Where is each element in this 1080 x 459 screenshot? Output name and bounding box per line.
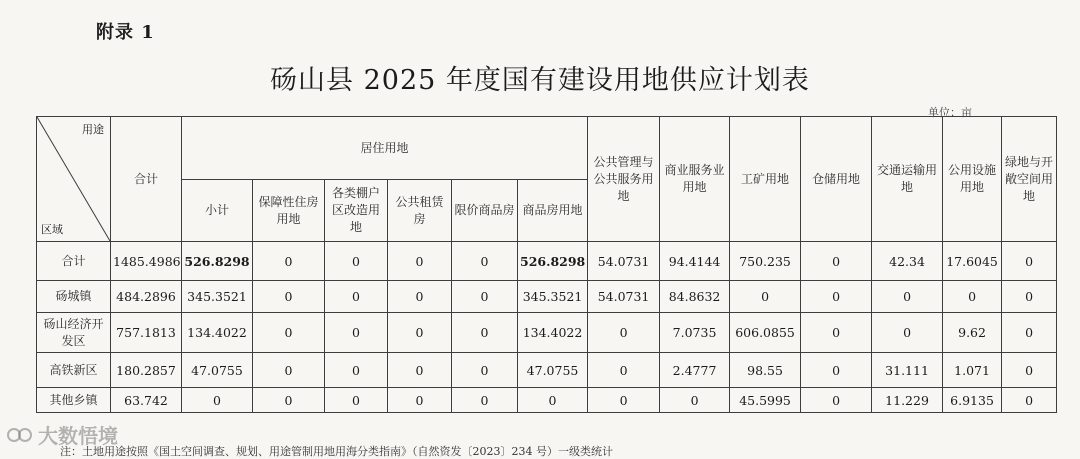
header-residential-group: 居住用地 <box>182 117 588 180</box>
value-cell: 47.0755 <box>182 353 253 388</box>
value-cell: 0 <box>253 388 325 413</box>
table-row <box>37 313 1057 353</box>
value-cell: 0 <box>1002 281 1057 313</box>
value-cell: 0 <box>801 353 872 388</box>
value-cell: 0 <box>452 242 518 281</box>
corner-usage-label: 用途 <box>82 123 104 136</box>
value-cell: 0 <box>588 313 660 353</box>
value-cell: 9.62 <box>943 313 1002 353</box>
header-commercial: 商业服务业用地 <box>660 117 730 242</box>
value-cell: 31.111 <box>872 353 943 388</box>
value-cell: 47.0755 <box>518 353 588 388</box>
region-cell: 其他乡镇 <box>37 388 111 413</box>
header-total: 合计 <box>111 117 182 242</box>
value-cell: 0 <box>452 388 518 413</box>
value-cell: 0 <box>388 388 452 413</box>
value-cell: 0 <box>943 281 1002 313</box>
corner-region-label: 区域 <box>41 223 63 236</box>
header-row-1 <box>37 117 1057 180</box>
value-cell: 526.8298 <box>182 242 253 281</box>
watermark <box>6 420 118 449</box>
header-industrial: 工矿用地 <box>730 117 801 242</box>
value-cell: 2.4777 <box>660 353 730 388</box>
value-cell: 0 <box>253 353 325 388</box>
value-cell: 750.235 <box>730 242 801 281</box>
value-cell: 0 <box>325 281 388 313</box>
value-cell: 17.6045 <box>943 242 1002 281</box>
value-cell: 345.3521 <box>182 281 253 313</box>
watermark-text: 大数悟境 <box>38 424 118 448</box>
header-public-service: 公共管理与公共服务用地 <box>588 117 660 242</box>
value-cell: 0 <box>182 388 253 413</box>
value-cell: 0 <box>325 388 388 413</box>
value-cell: 0 <box>325 353 388 388</box>
value-cell: 0 <box>801 242 872 281</box>
value-cell: 345.3521 <box>518 281 588 313</box>
value-cell: 0 <box>253 313 325 353</box>
land-supply-table <box>36 116 1057 413</box>
value-cell: 54.0731 <box>588 281 660 313</box>
value-cell: 0 <box>325 313 388 353</box>
header-res-subtotal: 小计 <box>182 180 253 242</box>
value-cell: 0 <box>1002 388 1057 413</box>
value-cell: 0 <box>801 388 872 413</box>
table-row <box>37 388 1057 413</box>
value-cell: 42.34 <box>872 242 943 281</box>
value-cell: 54.0731 <box>588 242 660 281</box>
header-res-public-rental: 公共租赁房 <box>388 180 452 242</box>
value-cell: 0 <box>872 313 943 353</box>
value-cell: 0 <box>588 353 660 388</box>
footnote: 注：土地用途按照《国土空间调查、规划、用途管制用地用海分类指南》（自然资发〔2023〕234 号）一级类统计 <box>60 445 613 458</box>
page-title: 砀山县 2025 年度国有建设用地供应计划表 <box>270 65 810 96</box>
header-green-space: 绿地与开敞空间用地 <box>1002 117 1057 242</box>
value-cell: 45.5995 <box>730 388 801 413</box>
appendix-label: 附录 1 <box>96 22 155 43</box>
header-res-price-limited: 限价商品房 <box>452 180 518 242</box>
header-res-shantytown: 各类棚户区改造用地 <box>325 180 388 242</box>
header-transport: 交通运输用地 <box>872 117 943 242</box>
value-cell: 0 <box>325 242 388 281</box>
value-cell: 0 <box>388 281 452 313</box>
value-cell: 606.0855 <box>730 313 801 353</box>
value-cell: 0 <box>1002 313 1057 353</box>
value-cell: 0 <box>452 313 518 353</box>
value-cell: 0 <box>388 353 452 388</box>
value-cell: 11.229 <box>872 388 943 413</box>
value-cell: 0 <box>388 313 452 353</box>
value-cell: 0 <box>588 388 660 413</box>
value-cell: 0 <box>872 281 943 313</box>
value-cell: 84.8632 <box>660 281 730 313</box>
value-cell: 526.8298 <box>518 242 588 281</box>
table-row <box>37 353 1057 388</box>
value-cell: 0 <box>253 242 325 281</box>
value-cell: 0 <box>801 313 872 353</box>
watermark-logo-icon <box>6 424 34 446</box>
header-res-affordable: 保障性住房用地 <box>253 180 325 242</box>
table-body <box>37 242 1057 413</box>
value-cell: 7.0735 <box>660 313 730 353</box>
value-cell: 1.071 <box>943 353 1002 388</box>
region-cell: 高铁新区 <box>37 353 111 388</box>
value-cell: 0 <box>253 281 325 313</box>
header-utilities: 公用设施用地 <box>943 117 1002 242</box>
value-cell: 1485.4986 <box>111 242 182 281</box>
value-cell: 0 <box>388 242 452 281</box>
value-cell: 0 <box>1002 242 1057 281</box>
value-cell: 0 <box>801 281 872 313</box>
header-res-commercial-housing: 商品房用地 <box>518 180 588 242</box>
value-cell: 134.4022 <box>518 313 588 353</box>
value-cell: 134.4022 <box>182 313 253 353</box>
value-cell: 63.742 <box>111 388 182 413</box>
unit-label: 单位：亩 <box>928 106 972 119</box>
region-cell: 合计 <box>37 242 111 281</box>
value-cell: 6.9135 <box>943 388 1002 413</box>
value-cell: 94.4144 <box>660 242 730 281</box>
value-cell: 757.1813 <box>111 313 182 353</box>
value-cell: 98.55 <box>730 353 801 388</box>
value-cell: 0 <box>518 388 588 413</box>
value-cell: 0 <box>452 353 518 388</box>
value-cell: 0 <box>660 388 730 413</box>
region-cell: 砀城镇 <box>37 281 111 313</box>
region-cell: 砀山经济开发区 <box>37 313 111 353</box>
value-cell: 0 <box>452 281 518 313</box>
header-corner-cell <box>37 117 111 242</box>
header-storage: 仓储用地 <box>801 117 872 242</box>
table-row <box>37 281 1057 313</box>
value-cell: 484.2896 <box>111 281 182 313</box>
value-cell: 0 <box>730 281 801 313</box>
value-cell: 180.2857 <box>111 353 182 388</box>
table-row <box>37 242 1057 281</box>
value-cell: 0 <box>1002 353 1057 388</box>
